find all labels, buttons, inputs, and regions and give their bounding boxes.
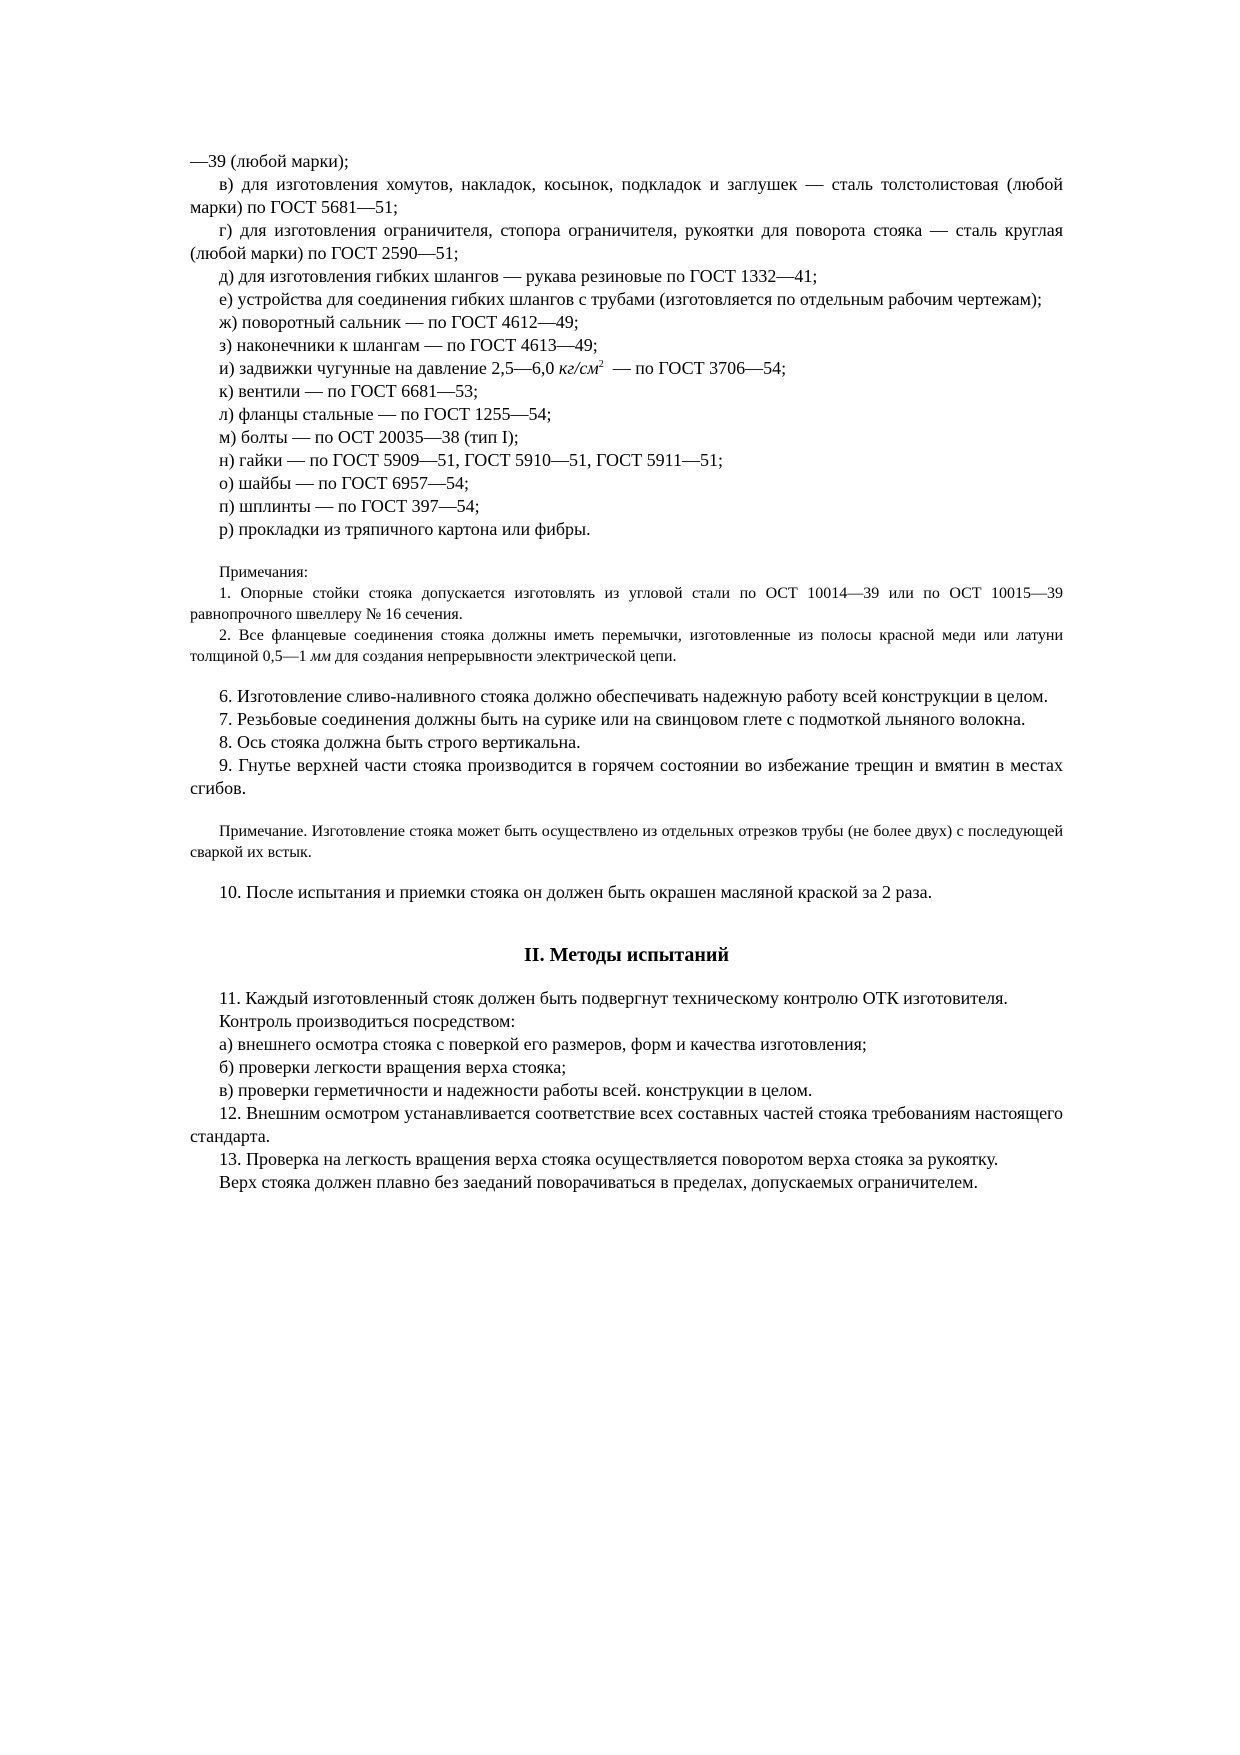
- document-page: [190, 150, 1063, 1194]
- list-item-k: к) вентили — по ГОСТ 6681—53;: [219, 381, 479, 401]
- note-1: 1. Опорные стойки стояка допускается изготовлять из угловой стали по ОСТ 10014—39 или по ОСТ 10015—39 равнопрочного швеллеру № 16 сечения.: [190, 585, 1063, 623]
- list-item-o: о) шайбы — по ГОСТ 6957—54;: [219, 473, 470, 493]
- paragraph-12: 12. Внешним осмотром устанавливается соответствие всех составных частей стояка требованиям настоящего стандарта.: [190, 1103, 1063, 1146]
- note-2-text: 2. Все фланцевые соединения стояка должны иметь перемычки, изготовленные из полосы красной меди или латуни толщиной 0,5—1: [190, 627, 1063, 665]
- list-item-n: н) гайки — по ГОСТ 5909—51, ГОСТ 5910—51, ГОСТ 5911—51;: [219, 450, 724, 470]
- list-item-d: д) для изготовления гибких шлангов — рукава резиновые по ГОСТ 1332—41;: [219, 266, 818, 286]
- list-item-i-unit: кг/см: [558, 358, 599, 378]
- note-2-unit: мм: [310, 648, 331, 665]
- spacer: [190, 904, 1063, 943]
- spacer: [190, 863, 1063, 881]
- list-item-i-text: и) задвижки чугунные на давление 2,5—6,0: [219, 358, 559, 378]
- list-item-r: р) прокладки из тряпичного картона или фибры.: [219, 519, 591, 539]
- spacer: [190, 800, 1063, 821]
- control-intro: Контроль производиться посредством:: [219, 1011, 516, 1031]
- list-item-i: [190, 357, 1063, 380]
- control-item-v: в) проверки герметичности и надежности работы всей. конструкции в целом.: [219, 1080, 813, 1100]
- note-2: [190, 625, 1063, 667]
- spacer: [190, 967, 1063, 987]
- list-item-i-tail: — по ГОСТ 3706—54;: [603, 358, 787, 378]
- list-item-l: л) фланцы стальные — по ГОСТ 1255—54;: [219, 404, 552, 424]
- paragraph-9: 9. Гнутье верхней части стояка производится в горячем состоянии во избежание трещин и вмятин в местах сгибов.: [190, 755, 1063, 798]
- notes-title: Примечания:: [219, 564, 309, 581]
- spacer: [190, 667, 1063, 685]
- list-item-g: г) для изготовления ограничителя, стопора ограничителя, рукоятки для поворота стояка — сталь круглая (любой марки) по ГОСТ 2590—51;: [190, 220, 1063, 263]
- paragraph-7: 7. Резьбовые соединения должны быть на сурике или на свинцовом глете с подмоткой льняного волокна.: [219, 709, 1026, 729]
- note-paragraph: Примечание. Изготовление стояка может быть осуществлено из отдельных отрезков трубы (не более двух) с последующей сваркой их встык.: [190, 823, 1063, 861]
- list-item-i-sup: 2: [598, 359, 604, 370]
- paragraph-11: 11. Каждый изготовленный стояк должен быть подвергнут техническому контролю ОТК изготовителя.: [219, 988, 1008, 1008]
- control-item-a: а) внешнего осмотра стояка с поверкой его размеров, форм и качества изготовления;: [219, 1034, 867, 1054]
- list-item-m: м) болты — по ОСТ 20035—38 (тип I);: [219, 427, 519, 447]
- list-item-z: з) наконечники к шлангам — по ГОСТ 4613—49;: [219, 335, 598, 355]
- paragraph-6: 6. Изготовление сливо-наливного стояка должно обеспечивать надежную работу всей конструкции в целом.: [219, 686, 1049, 706]
- section-heading: II. Методы испытаний: [524, 944, 729, 966]
- list-item-e: е) устройства для соединения гибких шлангов с трубами (изготовляется по отдельным рабочим чертежам);: [219, 289, 1042, 309]
- paragraph-13: 13. Проверка на легкость вращения верха стояка осуществляется поворотом верха стояка за рукоятку.: [219, 1149, 999, 1169]
- paragraph-8: 8. Ось стояка должна быть строго вертикальна.: [219, 732, 581, 752]
- list-item-v: в) для изготовления хомутов, накладок, косынок, подкладок и заглушек — сталь толстолистовая (любой марки) по ГОСТ 5681—51;: [190, 174, 1063, 217]
- list-continuation-line: —39 (любой марки);: [190, 151, 349, 171]
- paragraph-13-cont: Верх стояка должен плавно без заеданий поворачиваться в пределах, допускаемых ограничителем.: [219, 1172, 978, 1192]
- spacer: [190, 541, 1063, 562]
- note-2-tail: для создания непрерывности электрической цепи.: [330, 648, 677, 665]
- list-item-zh: ж) поворотный сальник — по ГОСТ 4612—49;: [219, 312, 579, 332]
- paragraph-10: 10. После испытания и приемки стояка он должен быть окрашен масляной краской за 2 раза.: [219, 882, 933, 902]
- list-item-p: п) шплинты — по ГОСТ 397—54;: [219, 496, 480, 516]
- control-item-b: б) проверки легкости вращения верха стояка;: [219, 1057, 567, 1077]
